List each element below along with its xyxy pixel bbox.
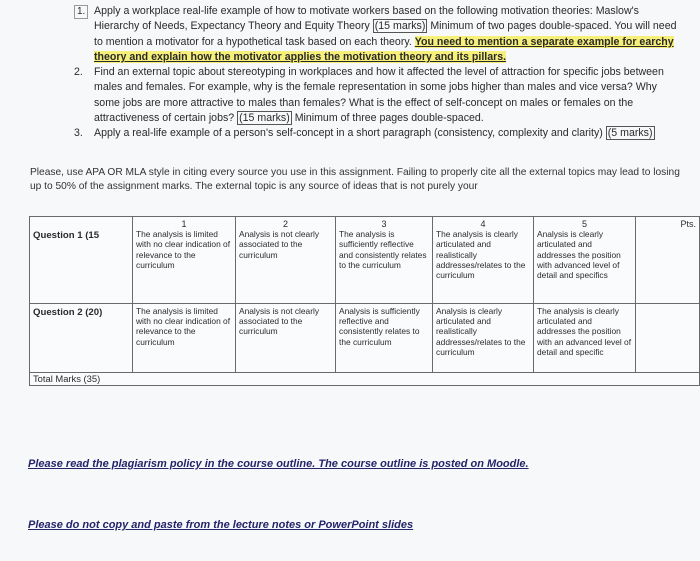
item-text-continued: Minimum of two pages double-spaced. You will need to mention a motivator for a hypothetical task based on each theory. (94, 20, 677, 48)
level-header: 3 (381, 219, 387, 229)
instruction-item-3 (60, 126, 680, 141)
total-marks: Total Marks (35) (30, 373, 700, 386)
cell-text: Analysis is not clearly associated to the curriculum (239, 229, 320, 260)
rubric-cell (433, 217, 534, 304)
marks-label: (15 marks) (374, 20, 426, 33)
rubric-cell: Analysis is clearly articulated and realistically addresses/relates to the curriculum (433, 304, 534, 373)
highlighted-requirement: You need to mention a separate example for earchy theory and explain how the motivator applies the motivation theory and its pillars. (94, 35, 674, 63)
copy-paste-warning: Please do not copy and paste from the lecture notes or PowerPoint slides (28, 519, 414, 531)
rubric-cell (534, 217, 636, 304)
citation-note: Please, use APA OR MLA style in citing every source you use in this assignment. Failing to properly cite all the external topics may lead to losing up to 50% of the assignment marks. The external topic is any source of ideas that is not purely your (30, 167, 680, 192)
table-row (30, 304, 700, 373)
pts-header: Pts. (636, 217, 700, 304)
marks-label: (15 marks) (239, 112, 290, 125)
grading-rubric-table (29, 216, 700, 386)
level-header: 5 (581, 219, 587, 229)
item-text: Apply a workplace real-life example of how to motivate workers based on the following motivation theories: Maslow's Hierarchy of Needs, Expectancy Theory and Equity Theory (94, 5, 639, 33)
cell-text: The analysis is limited with no clear indication of relevance to the curriculum (136, 229, 231, 270)
item-text: Find an external topic about stereotyping in workplaces and how it affected the level of attraction for specific jobs between males and females. For example, why is the female representation in some jobs higher than males and vice versa? Why some jobs are more attractive to males than females? What is the effect of self-concept on males or females on the attractiveness of certain jobs? (94, 66, 664, 125)
table-row (30, 373, 700, 386)
rubric-cell (236, 217, 336, 304)
assignment-instructions (60, 4, 680, 142)
rubric-cell (336, 217, 433, 304)
rubric-cell: Analysis is not clearly associated to the curriculum (236, 304, 336, 373)
item-number: 2. (74, 66, 83, 79)
rubric-cell (636, 304, 700, 373)
marks-label: (5 marks) (607, 127, 653, 140)
instruction-item-2 (60, 65, 680, 126)
level-header: 2 (282, 219, 288, 229)
item-text: Apply a real-life example of a person's self-concept in a short paragraph (consistency, complexity and clarity) (94, 127, 603, 140)
level-header: 1 (181, 219, 187, 229)
cell-text: Analysis is clearly articulated and addresses the position with advanced level of detail and specifics (537, 229, 621, 281)
rubric-cell: The analysis is limited with no clear indication of relevance to the curriculum (133, 304, 236, 373)
rubric-cell: The analysis is clearly articulated and addresses the position with an advanced level of detail and specific (534, 304, 636, 373)
cell-text: The analysis is clearly articulated and realistically addresses/relates to the curriculum (436, 229, 526, 281)
table-row (30, 217, 700, 304)
item-number: 3. (74, 127, 83, 140)
cell-text: The analysis is sufficiently reflective and consistently relates to the curriculum (339, 229, 427, 270)
item-text-continued: Minimum of three pages double-spaced. (294, 112, 484, 125)
rubric-cell: Analysis is sufficiently reflective and consistently relates to the curriculum (336, 304, 433, 373)
row-label: Question 2 (20) (30, 304, 133, 373)
rubric-cell (133, 217, 236, 304)
plagiarism-policy-note: Please read the plagiarism policy in the course outline. The course outline is posted on Moodle. (28, 458, 529, 470)
item-number: 1. (74, 5, 88, 19)
row-label: Question 1 (15 (30, 217, 133, 304)
instruction-item-1 (60, 4, 680, 65)
level-header: 4 (480, 219, 486, 229)
